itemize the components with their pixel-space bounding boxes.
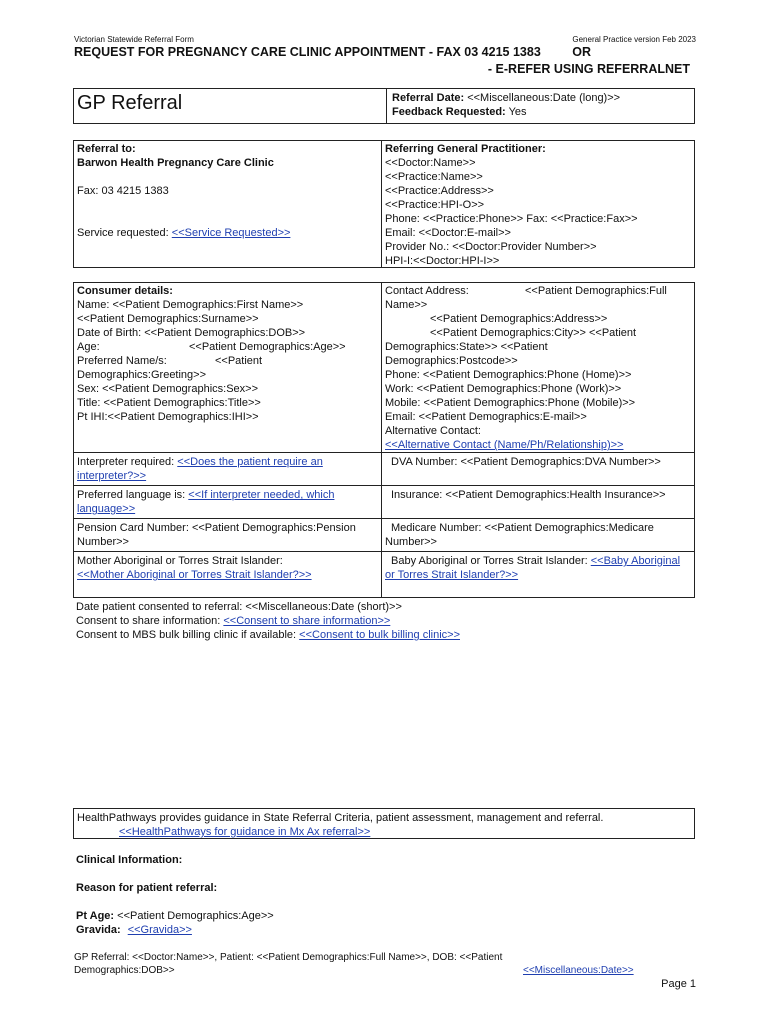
language-label: Preferred language is: [77,489,189,501]
insurance: Insurance: <<Patient Demographics:Health Insurance>> [391,489,666,501]
consumer-dob: Date of Birth: <<Patient Demographics:DOB>> [77,327,306,339]
insurance-cell [382,486,694,504]
feedback-label: Feedback Requested: [392,106,506,118]
page-title-line2: - E-REFER USING REFERRALNET [487,62,690,76]
pt-age-label: Pt Age: [76,910,115,922]
referral-date-value: <<Miscellaneous:Date (long)>> [467,92,621,104]
referral-to-cell [74,140,380,242]
mother-atsi-label: Mother Aboriginal or Torres Strait Islander: [77,555,283,567]
mother-atsi-link[interactable]: <<Mother Aboriginal or Torres Strait Islander?>> [77,569,312,581]
contact-phone-mobile: Mobile: <<Patient Demographics:Phone (Mobile)>> [385,397,636,409]
gp-line: Provider No.: <<Doctor:Provider Number>> [385,241,597,253]
referral-to-label: Referral to: [77,143,136,155]
contact-cell [382,282,694,454]
gp-referral-title: GP Referral [77,92,183,114]
referral-date-label: Referral Date: [392,92,465,104]
contact-postcode: Demographics:Postcode>> [385,355,518,367]
page-title-line1 [74,45,591,59]
service-label: Service requested: [77,227,172,239]
contact-phone-work: Work: <<Patient Demographics:Phone (Work)>> [385,383,622,395]
gp-line: <<Practice:HPI-O>> [385,199,485,211]
age-label: Age: [77,341,100,353]
consent-share-link[interactable]: <<Consent to share information>> [223,615,391,627]
age-value: <<Patient Demographics:Age>> [189,341,346,353]
consumer-name: Name: <<Patient Demographics:First Name>> [77,299,304,311]
contact-phone-home: Phone: <<Patient Demographics:Phone (Home)>> [385,369,632,381]
contact-street: <<Patient Demographics:Address>> [430,313,608,325]
consumer-title: Title: <<Patient Demographics:Title>> [77,397,261,409]
feedback-requested [392,105,527,119]
footer-date-link[interactable]: <<Miscellaneous:Date>> [523,965,634,976]
title-or: OR [572,45,592,59]
contact-email: Email: <<Patient Demographics:E-mail>> [385,411,587,423]
address-value-cont: Name>> [385,299,428,311]
consent-mbs-label: Consent to MBS bulk billing clinic if available: [76,629,300,641]
gp-line: Phone: <<Practice:Phone>> Fax: <<Practice:Fax>> [385,213,638,225]
title-text: REQUEST FOR PREGNANCY CARE CLINIC APPOINTMENT - FAX 03 4215 1383 [74,45,541,59]
clinic-name: Barwon Health Pregnancy Care Clinic [77,157,274,169]
gravida-label: Gravida: [76,924,121,936]
feedback-value: Yes [508,106,527,118]
dva-number: DVA Number: <<Patient Demographics:DVA Number>> [391,456,661,468]
consumer-age [77,340,377,354]
healthpathways-text [74,809,694,841]
medicare-number: Medicare Number: <<Patient Demographics:Medicare Number>> [385,522,654,548]
contact-state: Demographics:State>> <<Patient [385,341,548,353]
dva-cell [382,453,694,471]
service-requested-link[interactable]: <<Service Requested>> [171,227,291,239]
gravida [76,923,192,937]
clinic-fax: Fax: 03 4215 1383 [77,185,169,197]
page-number: Page 1 [661,978,696,990]
alt-contact-label: Alternative Contact: [385,425,481,437]
service-requested [77,226,377,240]
gravida-link[interactable]: <<Gravida>> [127,924,192,936]
preferred-value: <<Patient [215,355,263,367]
language-cell [74,486,380,518]
pension-number: Pension Card Number: <<Patient Demographics:Pension Number>> [77,522,356,548]
consumer-label: Consumer details: [77,285,173,297]
consumer-sex: Sex: <<Patient Demographics:Sex>> [77,383,258,395]
pt-age-value: <<Patient Demographics:Age>> [114,910,274,922]
clinical-heading: Clinical Information: [76,854,183,866]
baby-atsi-link[interactable]: <<Baby Aboriginal or Torres Strait Islander?>> [385,555,681,581]
mother-atsi-cell [74,552,380,584]
consent-mbs [76,628,460,642]
footer-line2: Demographics:DOB>> [74,965,175,976]
interpreter-cell [74,453,380,485]
form-name: Victorian Statewide Referral Form [74,35,194,44]
pt-age [76,909,274,923]
interpreter-label: Interpreter required: [77,456,178,468]
consumer-preferred-name [77,354,377,368]
healthpathways-desc: HealthPathways provides guidance in State Referral Criteria, patient assessment, management and referral. [77,812,604,824]
contact-city: <<Patient Demographics:City>> <<Patient [430,327,637,339]
gp-line: HPI-I:<<Doctor:HPI-I>> [385,255,500,267]
gp-line: Email: <<Doctor:E-mail>> [385,227,511,239]
language-link[interactable]: <<If interpreter needed, which language>> [77,489,335,515]
consumer-details-cell [74,282,380,426]
alt-contact-link[interactable]: <<Alternative Contact (Name/Ph/Relationship)>> [385,439,624,451]
preferred-label: Preferred Name/s: [77,355,167,367]
interpreter-link[interactable]: <<Does the patient require an interpreter?>> [77,456,323,482]
consent-share [76,614,390,628]
baby-atsi-cell [382,552,694,584]
gp-cell [382,140,694,270]
form-version: General Practice version Feb 2023 [572,35,696,44]
address-label: Contact Address: [385,285,469,297]
healthpathways-link[interactable]: <<HealthPathways for guidance in Mx Ax referral>> [119,826,371,838]
gp-line: <<Doctor:Name>> [385,157,476,169]
consumer-ihi: Pt IHI:<<Patient Demographics:IHI>> [77,411,259,423]
baby-atsi-label: Baby Aboriginal or Torres Strait Islander: [391,555,591,567]
medicare-cell [382,519,694,551]
consent-date: Date patient consented to referral: <<Miscellaneous:Date (short)>> [76,601,402,613]
gp-line: <<Practice:Name>> [385,171,483,183]
divider [386,88,387,124]
consent-mbs-link[interactable]: <<Consent to bulk billing clinic>> [299,629,460,641]
contact-address [385,284,691,298]
reason-heading: Reason for patient referral: [76,882,218,894]
gp-line: <<Practice:Address>> [385,185,494,197]
pension-cell [74,519,380,551]
address-value: <<Patient Demographics:Full [525,285,667,297]
consumer-surname: <<Patient Demographics:Surname>> [77,313,259,325]
consumer-greeting: Demographics:Greeting>> [77,369,207,381]
referral-date [392,91,620,105]
footer-line1: GP Referral: <<Doctor:Name>>, Patient: <<Patient Demographics:Full Name>>, DOB: <<Patient [74,952,503,963]
consent-share-label: Consent to share information: [76,615,224,627]
gp-label: Referring General Practitioner: [385,143,546,155]
